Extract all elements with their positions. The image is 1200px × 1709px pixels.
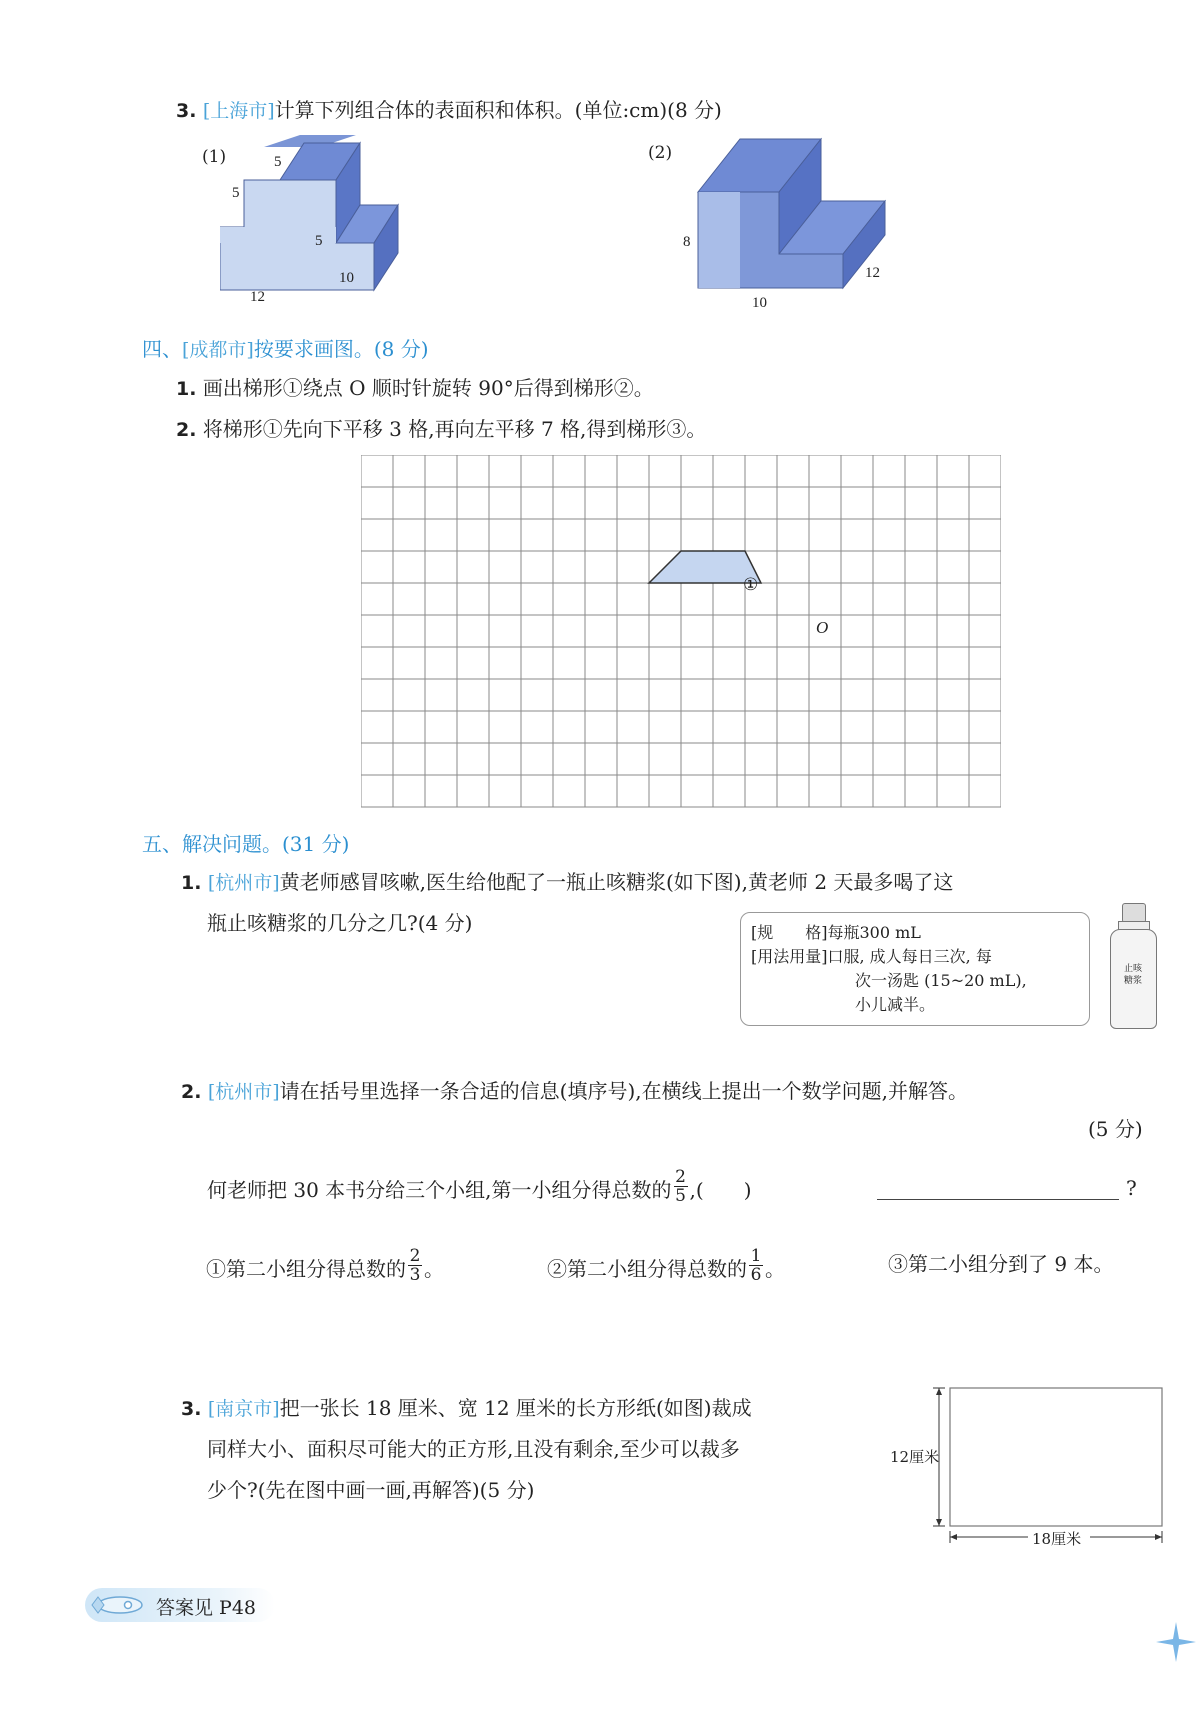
s5-q3-line3: 少个?(先在图中画一画,再解答)(5 分) <box>207 1478 535 1502</box>
usage-label: [用法用量] <box>751 947 828 966</box>
solid-figure-1 <box>220 135 430 305</box>
question-text: 把一张长 18 厘米、宽 12 厘米的长方形纸(如图)裁成 <box>279 1396 752 1420</box>
section-4-item-2 <box>176 417 706 442</box>
figure-2-label: (2) <box>648 143 673 163</box>
stem-text: 何老师把 30 本书分给三个小组,第一小组分得总数的 <box>207 1178 672 1202</box>
bottle-label: 止咳糖浆 <box>1123 964 1142 986</box>
dim-label: 10 <box>752 295 767 310</box>
section-5-heading <box>142 832 349 856</box>
dim-label: 12 <box>250 289 265 305</box>
item-text: 将梯形①先向下平移 3 格,再向左平移 7 格,得到梯形③。 <box>202 417 707 441</box>
height-label: 12厘米 <box>890 1448 940 1466</box>
trapezoid-label: ① <box>743 575 759 595</box>
section-title: 五、解决问题。 <box>142 832 282 856</box>
rocket-icon <box>88 1591 148 1619</box>
question-number: 2. <box>181 1081 202 1103</box>
spec-row <box>751 921 1079 945</box>
option-1: ①第二小组分得总数的 $\frac{2}{3}$ 。 <box>206 1246 444 1285</box>
usage-row <box>751 945 1079 969</box>
figure-1-label: (1) <box>202 147 227 167</box>
s5-q2-points: (5 分) <box>1088 1117 1143 1141</box>
section-points: (31 分) <box>282 832 350 856</box>
drawing-grid[interactable] <box>361 455 1001 811</box>
s5-q1-line1 <box>181 870 953 895</box>
stem-end: ? <box>1126 1176 1137 1200</box>
usage-line-2: 次一汤匙 (15~20 mL), <box>855 971 1027 990</box>
point-o-label: O <box>816 618 829 637</box>
question-number: 1. <box>181 872 202 894</box>
answer-line[interactable] <box>877 1199 1119 1200</box>
dim-label: 12 <box>865 265 880 281</box>
section-4-heading <box>142 337 429 362</box>
source-tag: [杭州市] <box>207 1081 280 1103</box>
section-4-item-1 <box>176 376 654 401</box>
source-tag: [南京市] <box>207 1398 280 1420</box>
s5-q2-stem <box>207 1167 752 1210</box>
solid-figure-2 <box>680 135 900 310</box>
s5-q1-line2: 瓶止咳糖浆的几分之几?(4 分) <box>207 911 473 935</box>
item-text: 画出梯形①绕点 O 顺时针旋转 90°后得到梯形②。 <box>202 376 654 400</box>
option-fraction: $\frac{1}{6}$ <box>750 1246 762 1285</box>
stem-fraction: $\frac{2}{5}$ <box>675 1167 686 1206</box>
spec-label: [规 格] <box>751 923 828 942</box>
syrup-info-box <box>740 912 1090 1026</box>
paper-rectangle-figure[interactable] <box>890 1382 1170 1557</box>
dim-label: 8 <box>683 234 691 250</box>
usage-line-1: 口服, 成人每日三次, 每 <box>827 947 992 966</box>
question-text: 计算下列组合体的表面积和体积。(单位:cm)(8 分) <box>274 98 722 122</box>
sparkle-icon <box>1156 1622 1196 1662</box>
dim-label: 5 <box>315 233 323 249</box>
section-text: 按要求画图。 <box>253 337 374 361</box>
dim-label: 5 <box>274 154 282 170</box>
item-number: 2. <box>176 419 197 441</box>
s5-q2-line1 <box>181 1079 968 1104</box>
usage-line-3: 小儿减半。 <box>855 995 936 1014</box>
answer-reference: 答案见 P48 <box>156 1597 257 1619</box>
syrup-bottle-icon <box>1110 903 1157 1030</box>
section-title: 四、 <box>142 337 182 361</box>
dim-label: 10 <box>339 270 354 286</box>
question-text: 黄老师感冒咳嗽,医生给他配了一瓶止咳糖浆(如下图),黄老师 2 天最多喝了这 <box>279 870 954 894</box>
option-3: ③第二小组分到了 9 本。 <box>888 1252 1114 1276</box>
question-number: 3. <box>176 100 197 122</box>
q3-solid-heading <box>176 98 722 123</box>
source-tag: [成都市] <box>182 339 254 361</box>
section-points: (8 分) <box>373 337 429 361</box>
choice-blank[interactable]: ,( ) <box>689 1178 752 1202</box>
option-2: ②第二小组分得总数的 $\frac{1}{6}$ 。 <box>547 1246 785 1285</box>
width-label: 18厘米 <box>1032 1530 1082 1548</box>
dim-label: 5 <box>232 185 240 201</box>
option-fraction: $\frac{2}{3}$ <box>409 1246 421 1285</box>
item-number: 1. <box>176 378 197 400</box>
spec-value: 每瓶300 mL <box>827 923 921 942</box>
s5-q3-line1 <box>181 1396 752 1421</box>
source-tag: [杭州市] <box>207 872 280 894</box>
source-tag: [上海市] <box>202 100 275 122</box>
question-text: 请在括号里选择一条合适的信息(填序号),在横线上提出一个数学问题,并解答。 <box>279 1079 968 1103</box>
s5-q3-line2: 同样大小、面积尽可能大的正方形,且没有剩余,至少可以裁多 <box>207 1437 740 1461</box>
question-number: 3. <box>181 1398 202 1420</box>
